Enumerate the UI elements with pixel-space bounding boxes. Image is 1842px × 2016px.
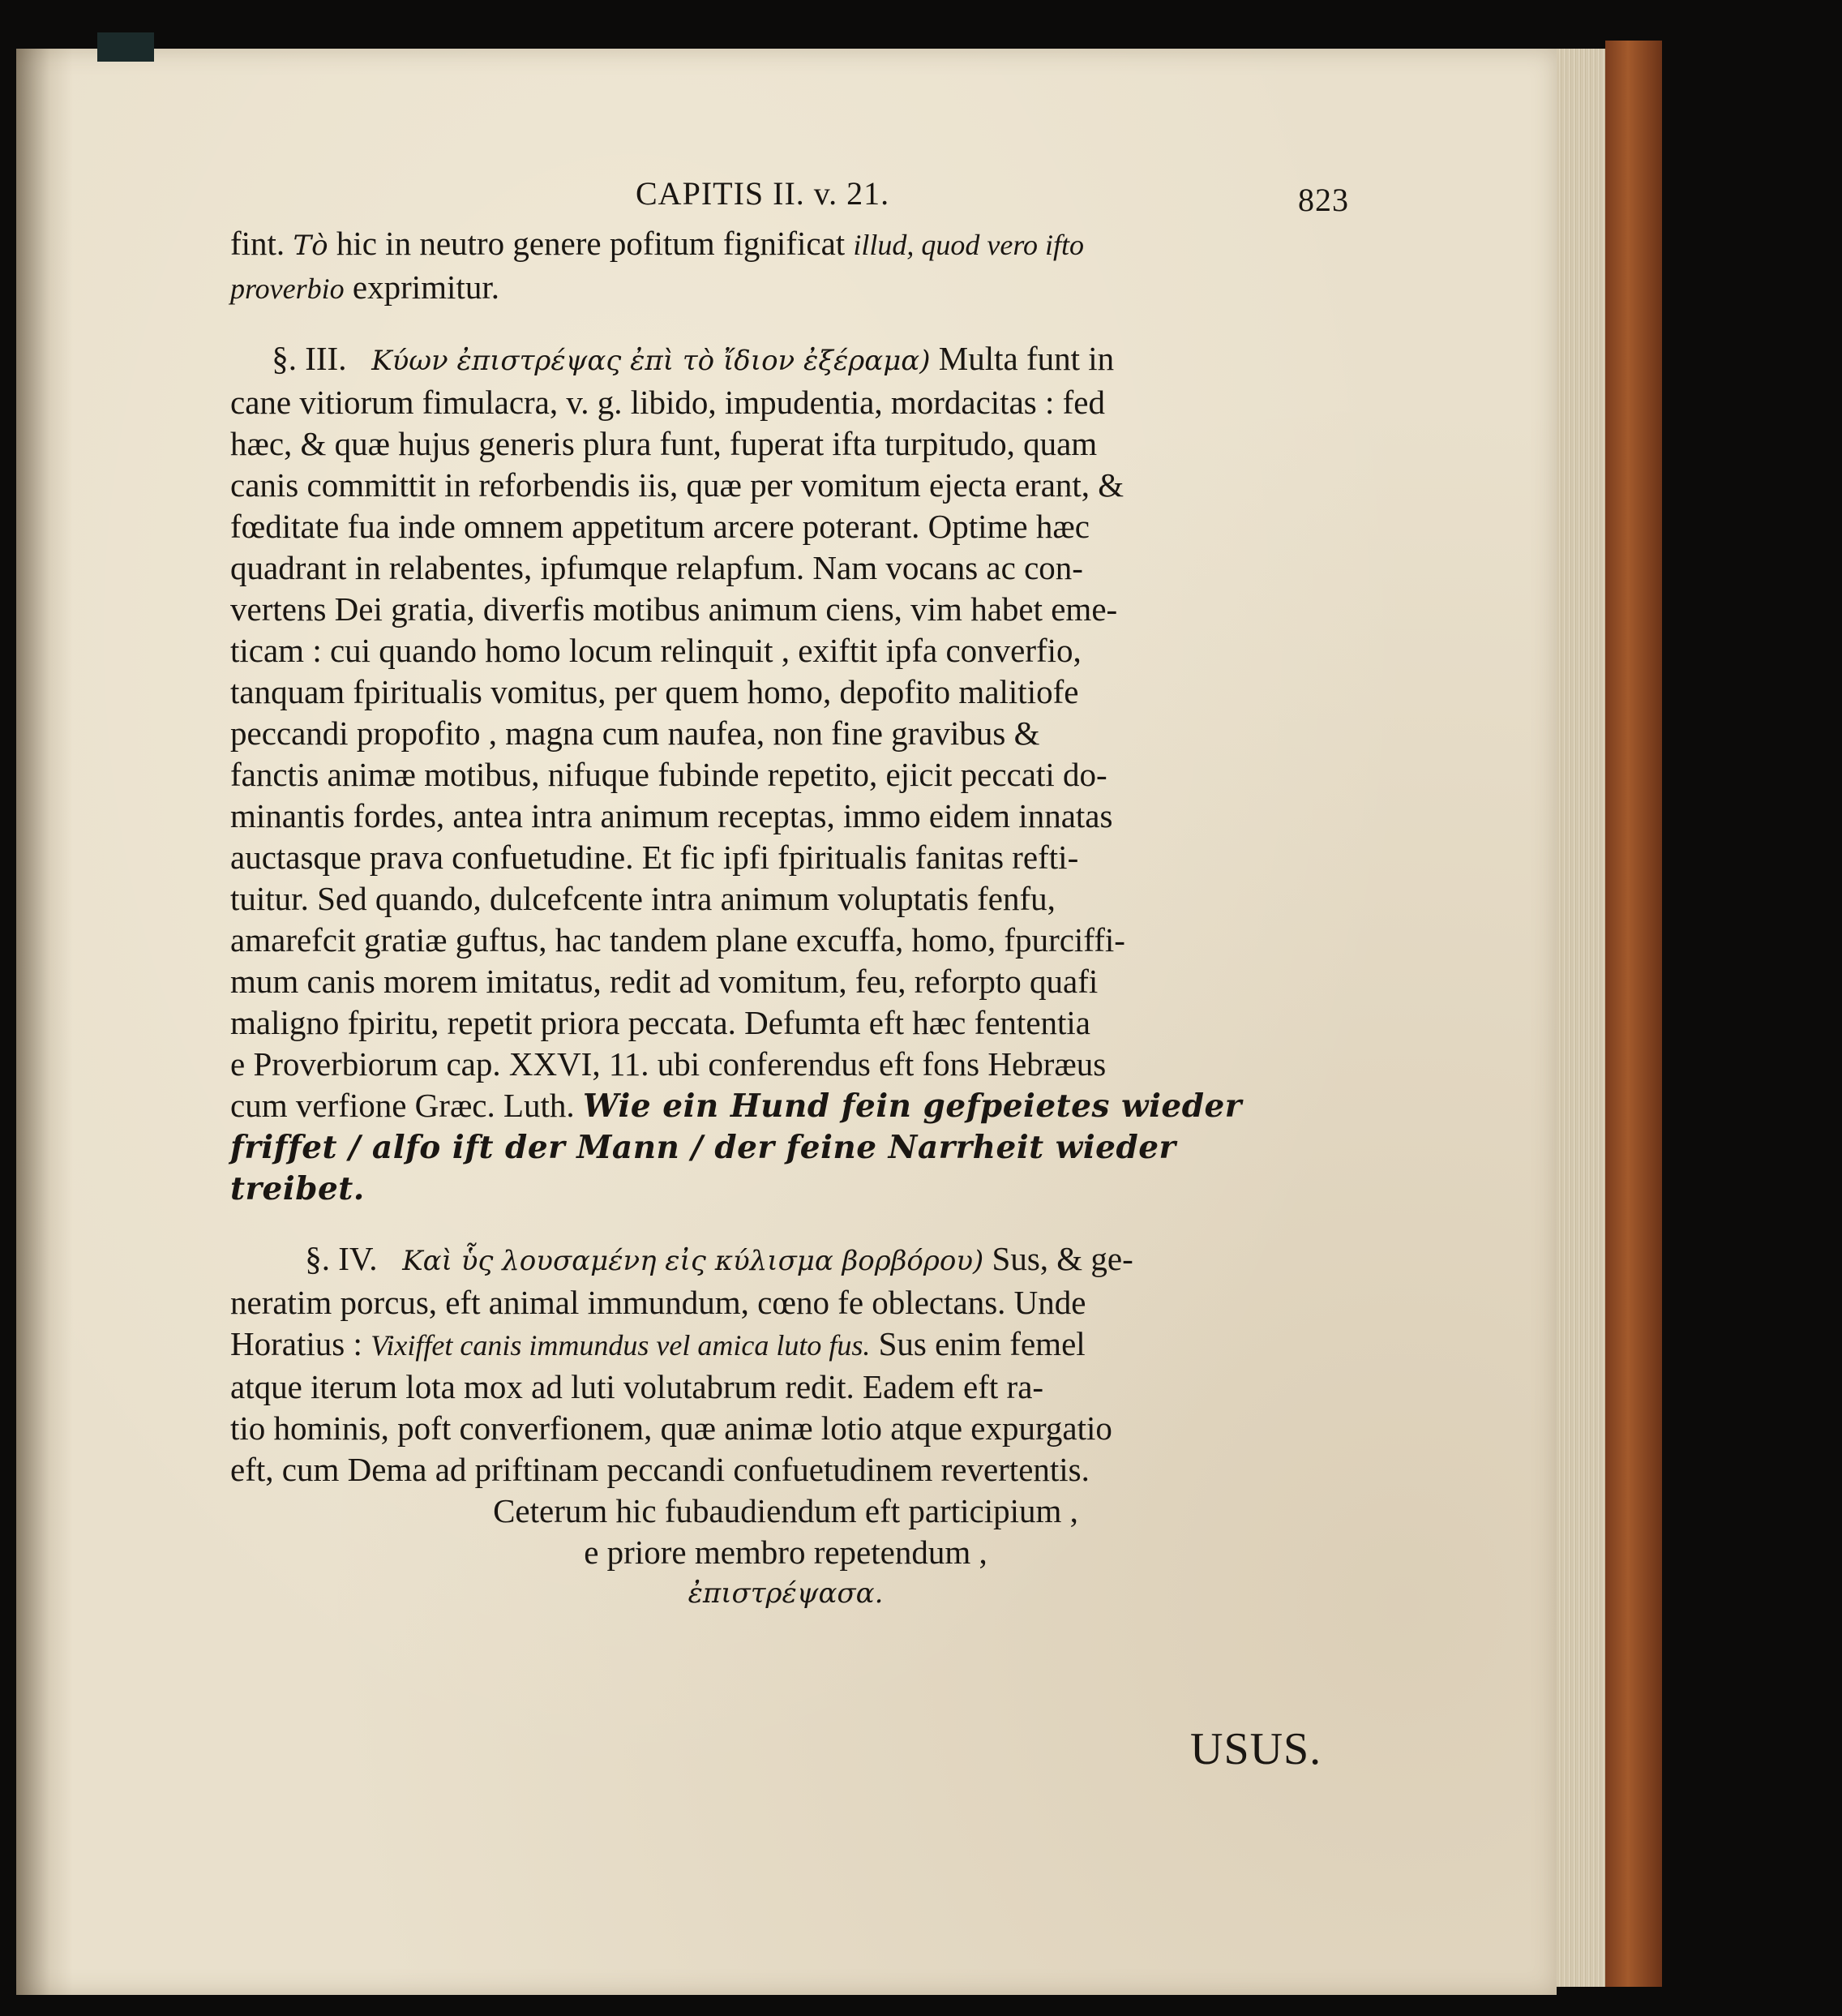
- text-line: fanctis animæ motibus, nifuque fubinde repetito, ejicit peccati do-: [230, 756, 1107, 793]
- text-block: [230, 174, 1349, 1615]
- page-edges: [1557, 49, 1605, 1987]
- text-line: eft, cum Dema ad priftinam peccandi confuetudinem revertentis.: [230, 1451, 1090, 1488]
- text-line: amarefcit gratiæ guftus, hac tandem plane excuffa, homo, fpurciffi-: [230, 921, 1125, 959]
- section-4-lead: Sus, & ge-: [983, 1240, 1133, 1277]
- section-3-paragraph: [230, 338, 1341, 1210]
- text-line: tio hominis, poft converfionem, quæ animæ lotio atque expurgatio: [230, 1409, 1112, 1447]
- text-line: minantis fordes, antea intra animum receptas, immo eidem innatas: [230, 797, 1113, 834]
- text-line: peccandi propofito , magna cum naufea, non fine gravibus &: [230, 714, 1040, 752]
- closing-greek-word: ἐπιστρέψασα.: [688, 1577, 884, 1610]
- closing-line-2: e priore membro repetendum ,: [584, 1533, 987, 1571]
- section-3-lead: Multa funt in: [930, 340, 1115, 377]
- text-line: tuitur. Sed quando, dulcefcente intra animum voluptatis fenfu,: [230, 880, 1056, 917]
- luther-lead: cum verfione Græc. Luth.: [230, 1087, 583, 1124]
- intro-text: exprimitur.: [344, 268, 499, 306]
- intro-text: fint.: [230, 225, 293, 262]
- text-line: ticam : cui quando homo locum relinquit , exiftit ipfa converfio,: [230, 632, 1082, 669]
- section-4-mark: §. IV.: [305, 1240, 378, 1277]
- page-number: 823: [1298, 182, 1349, 218]
- text-line: e Proverbiorum cap. XXVI, 11. ubi conferendus eft fons Hebræus: [230, 1045, 1107, 1083]
- page-gutter-shadow: [16, 49, 73, 1995]
- horace-quote: Vixiffet canis immundus vel amica luto fus.: [371, 1329, 871, 1362]
- closing-line-1: Ceterum hic fubaudiendum eft participium ,: [493, 1492, 1078, 1529]
- text-line: maligno fpiritu, repetit priora peccata. Defumta eft hæc fententia: [230, 1004, 1090, 1041]
- catchword: USUS.: [1190, 1724, 1322, 1774]
- intro-italic: proverbio: [230, 272, 345, 305]
- text-line: mum canis morem imitatus, redit ad vomitum, feu, reforpto quafi: [230, 963, 1099, 1000]
- section-4-greek-quote: Καὶ ὗς λουσαμένη εἰς κύλισμα βορβόρου): [402, 1245, 984, 1277]
- section-3-greek-quote: Κύων ἐπιστρέψας ἐπὶ τὸ ἴδιον ἐξέραμα): [371, 345, 931, 377]
- luther-quote-line-2: friffet / alfo ift der Mann / der feine Narrheit wieder: [230, 1129, 1176, 1166]
- section-3-mark: §. III.: [272, 340, 347, 377]
- horace-tail: Sus enim femel: [870, 1325, 1086, 1362]
- text-line: neratim porcus, eft animal immundum, cœno fe oblectans. Unde: [230, 1284, 1086, 1321]
- text-line: atque iterum lota mox ad luti volutabrum redit. Eadem eft ra-: [230, 1368, 1044, 1405]
- luther-quote-line-3: treibet.: [230, 1170, 365, 1207]
- running-title: CAPITIS II. v. 21.: [636, 175, 890, 212]
- leather-cover: [1605, 41, 1662, 1987]
- text-line: vertens Dei gratia, diverfis motibus animum ciens, vim habet eme-: [230, 590, 1118, 628]
- luther-line-1: [230, 1085, 1341, 1127]
- corner-tab: [97, 32, 154, 62]
- intro-greek-word: Τὸ: [293, 229, 328, 262]
- page-header: [230, 174, 1349, 223]
- section-4-first-line: [230, 1238, 1341, 1282]
- horace-line: [230, 1323, 1341, 1366]
- section-3-first-line: [230, 338, 1341, 382]
- text-line: hæc, & quæ hujus generis plura funt, fuperat ifta turpitudo, quam: [230, 425, 1098, 462]
- text-line: quadrant in relabentes, ipfumque relapfum. Nam vocans ac con-: [230, 549, 1083, 586]
- text-line: fœditate fua inde omnem appetitum arcere poterant. Optime hæc: [230, 508, 1090, 545]
- text-line: canis committit in reforbendis iis, quæ per vomitum ejecta erant, &: [230, 466, 1124, 504]
- intro-line-1: [230, 223, 1341, 267]
- intro-text: hic in neutro genere pofitum fignificat: [328, 225, 854, 262]
- text-line: tanquam fpiritualis vomitus, per quem homo, depofito malitiofe: [230, 673, 1079, 710]
- horace-lead: Horatius :: [230, 1325, 371, 1362]
- intro-paragraph: [230, 223, 1341, 310]
- text-line: cane vitiorum fimulacra, v. g. libido, impudentia, mordacitas : fed: [230, 384, 1105, 421]
- intro-line-2: [230, 267, 1341, 310]
- section-4-paragraph: [230, 1238, 1341, 1615]
- luther-quote: Wie ein Hund fein gefpeietes wieder: [582, 1087, 1242, 1125]
- intro-italic: illud, quod vero ifto: [853, 229, 1085, 261]
- text-line: auctasque prava confuetudine. Et fic ipfi fpiritualis fanitas refti-: [230, 839, 1079, 876]
